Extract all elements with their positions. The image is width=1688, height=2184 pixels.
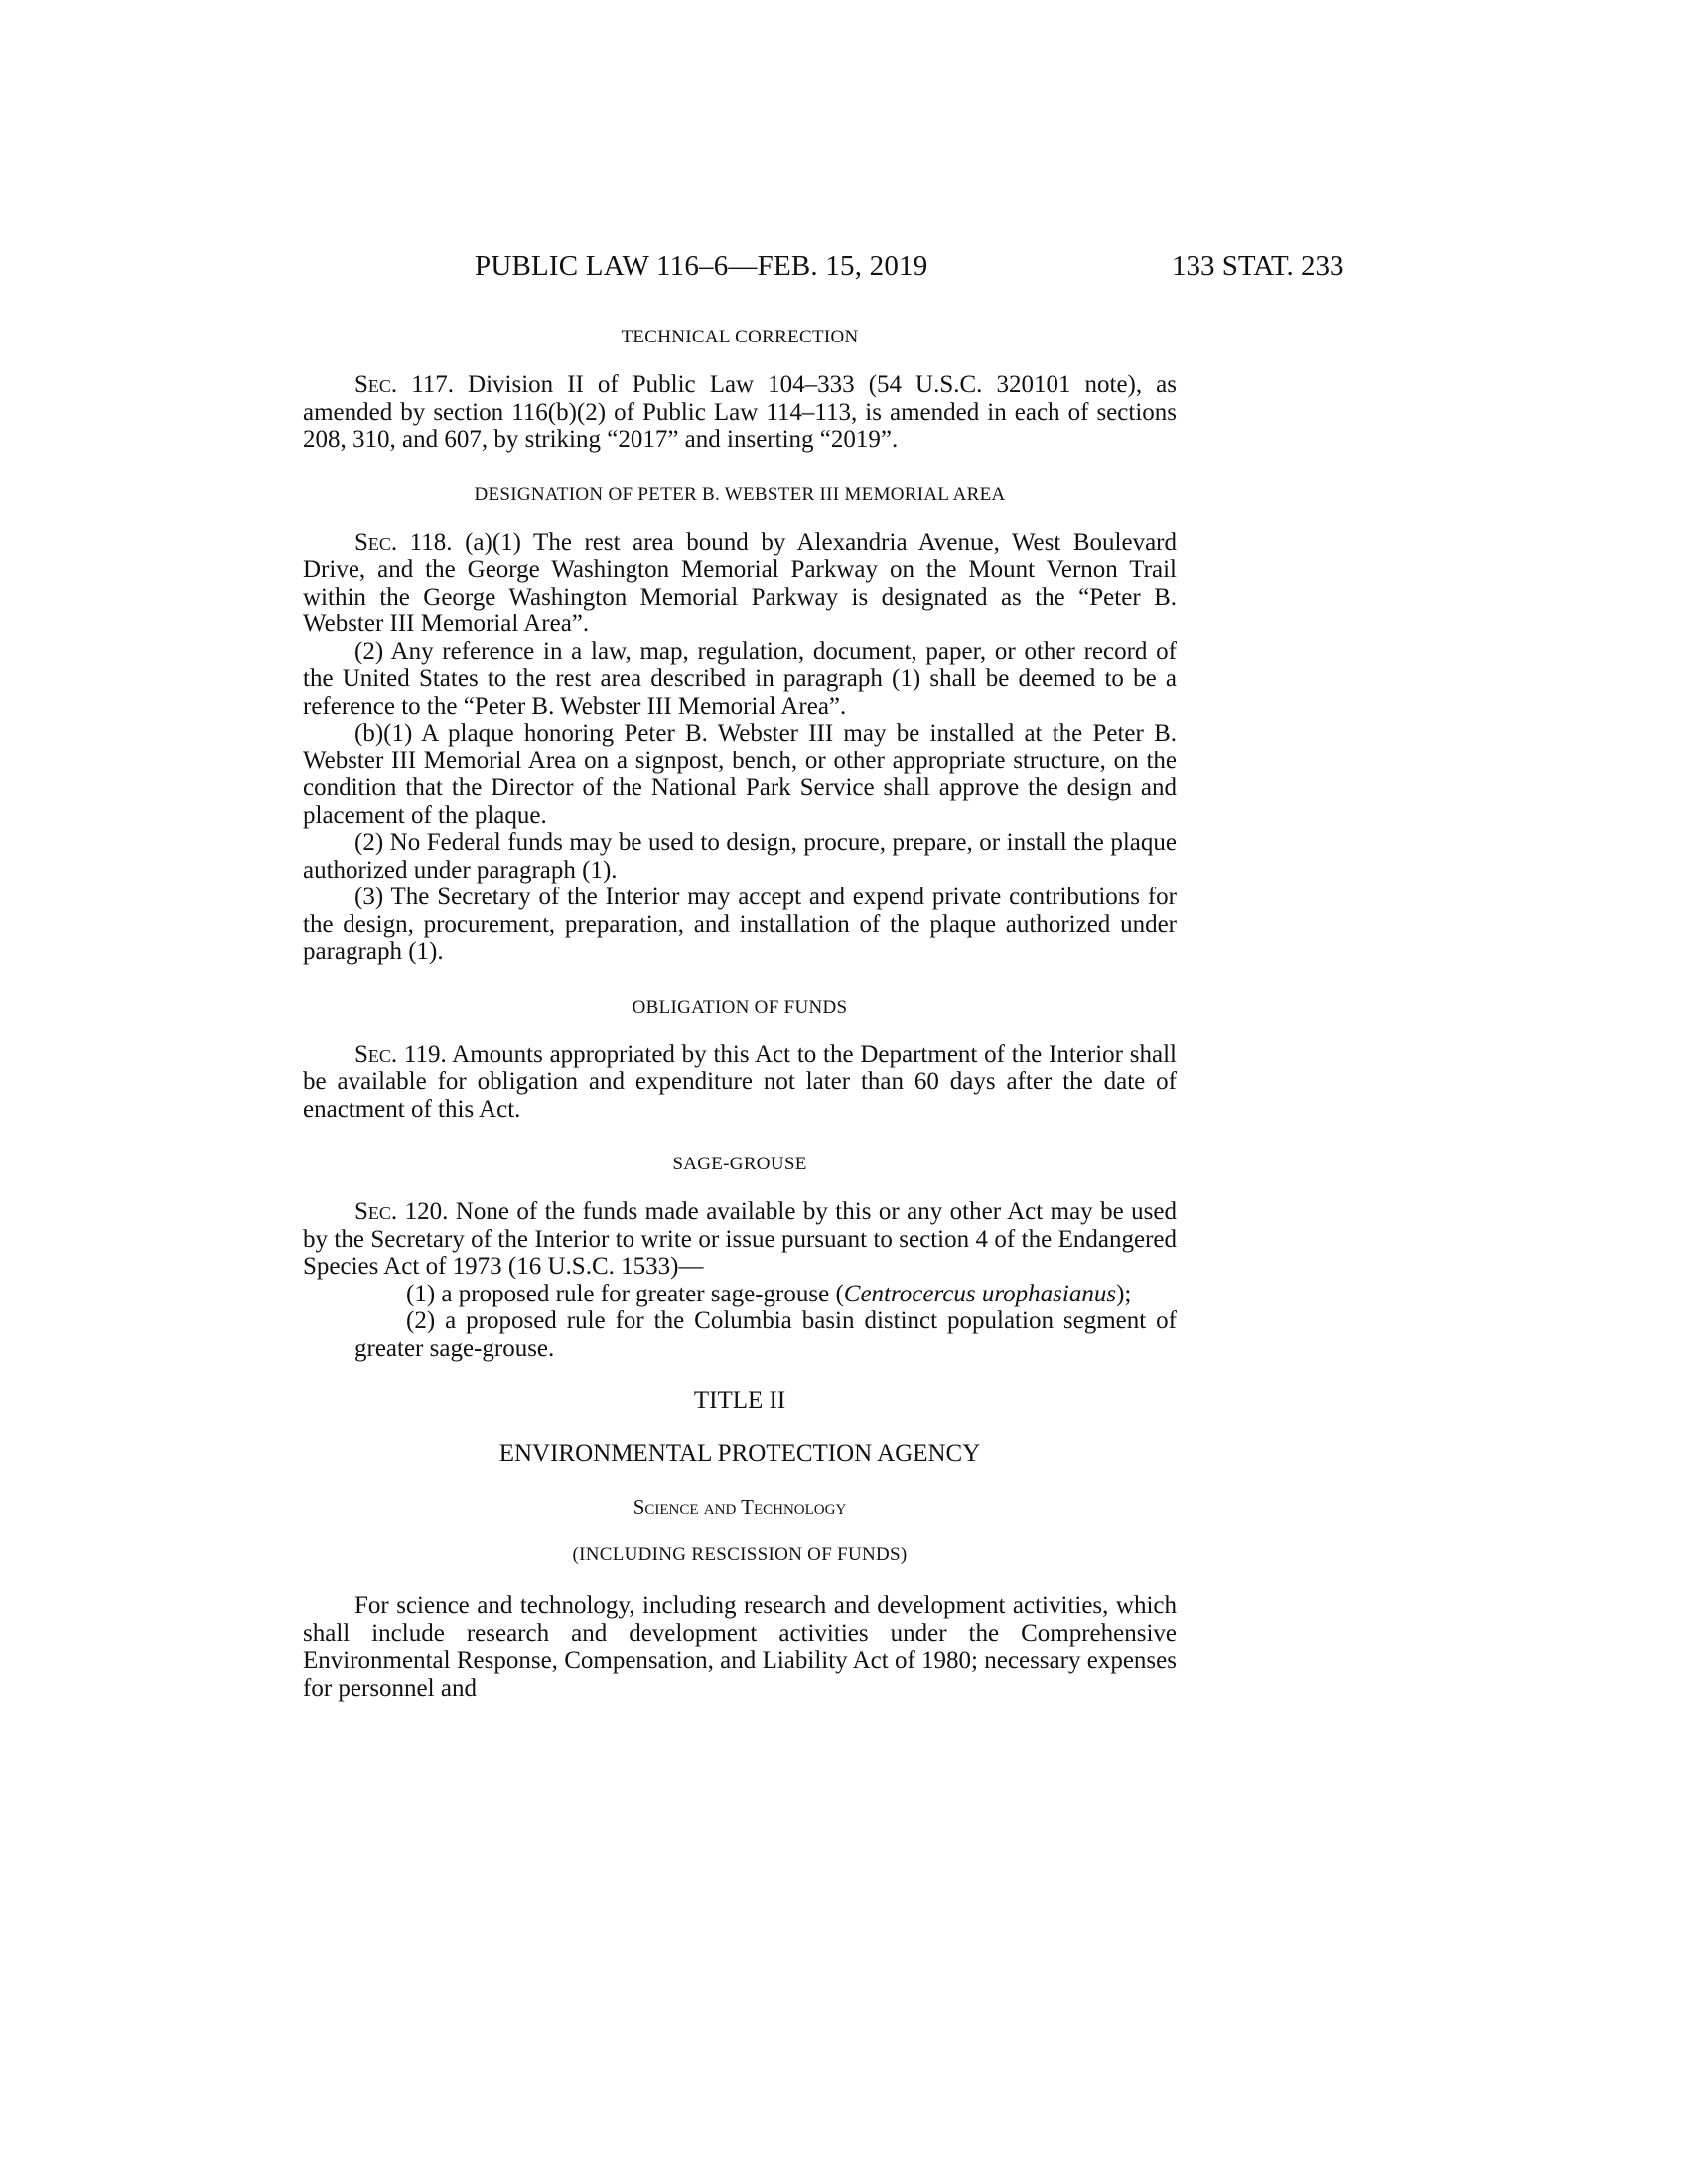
document-body: [303, 324, 1177, 1702]
page-number: 133 STAT. 233: [1172, 250, 1344, 282]
section-heading-technical-correction: TECHNICAL CORRECTION: [621, 327, 859, 347]
section-118-b3: (3) The Secretary of the Interior may accept and expend private contributions for the design, procurement, preparation, and installation of the plaque authorized under paragraph (1).: [303, 884, 1177, 965]
section-118-a2: (2) Any reference in a law, map, regulation, document, paper, or other record of the United States to the rest area described in paragraph (1) shall be deemed to be a reference to the “Peter B. Webster III Memorial Area”.: [303, 637, 1177, 720]
running-head-title: PUBLIC LAW 116–6—FEB. 15, 2019: [475, 250, 928, 282]
sec-label: Sec.: [354, 1040, 398, 1068]
section-heading-designation: DESIGNATION OF PETER B. WEBSTER III MEMORIAL AREA: [474, 483, 1006, 505]
section-117-body: 117. Division II of Public Law 104–333 (54 U.S.C. 320101 note), as amended by section 116(b)(2) of Public Law 114–113, is amended in each of sections 208, 310, and 607, by striking “2017” and inserting “2019”.: [303, 371, 1177, 453]
section-119-text: [303, 1041, 1177, 1124]
section-heading-obligation-of-funds: OBLIGATION OF FUNDS: [632, 996, 848, 1018]
species-name: Centrocercus urophasianus: [843, 1280, 1117, 1307]
sec-label: Sec.: [354, 1198, 398, 1225]
item-1-suffix: );: [1116, 1280, 1132, 1307]
section-118-b2: (2) No Federal funds may be used to design, procure, prepare, or install the plaque authorized under paragraph (1).: [303, 829, 1177, 884]
section-117-text: [303, 371, 1177, 454]
section-118-a1-body: 118. (a)(1) The rest area bound by Alexandria Avenue, West Boulevard Drive, and the George Washington Memorial Parkway on the Mount Vernon Trail within the George Washington Memorial Parkway is designated as the “Peter B. Webster III Memorial Area”.: [303, 528, 1177, 637]
section-118-b1: (b)(1) A plaque honoring Peter B. Webster III may be installed at the Peter B. Webster III Memorial Area on a signpost, bench, or other appropriate structure, on the condition that the Director of the National Park Service shall approve the design and placement of the plaque.: [303, 720, 1177, 829]
sec-label: Sec.: [354, 371, 398, 398]
page-header: [0, 250, 1688, 290]
section-120-body: 120. None of the funds made available by this or any other Act may be used by the Secretary of the Interior to write or issue pursuant to section 4 of the Endangered Species Act of 1973 (16 U.S.C. 1533)—: [303, 1198, 1177, 1280]
item-1-prefix: (1) a proposed rule for greater sage-grouse (: [406, 1280, 844, 1307]
science-technology-text: For science and technology, including research and development activities, which shall include research and development activities under the Comprehensive Environmental Response, Compensation, and Liability Act of 1980; necessary expenses for personnel and: [303, 1592, 1177, 1702]
account-heading: Science and Technology: [633, 1495, 847, 1519]
rescission-note: (INCLUDING RESCISSION OF FUNDS): [572, 1544, 908, 1565]
section-118-a1: [303, 529, 1177, 638]
agency-heading: ENVIRONMENTAL PROTECTION AGENCY: [498, 1440, 981, 1467]
section-119-body: 119. Amounts appropriated by this Act to the Department of the Interior shall be available for obligation and expenditure not later than 60 days after the date of enactment of this Act.: [303, 1040, 1177, 1123]
section-120-item-2: (2) a proposed rule for the Columbia basin distinct population segment of greater sage-grouse.: [354, 1307, 1177, 1362]
title-ii-heading: TITLE II: [693, 1387, 786, 1414]
section-heading-sage-grouse: SAGE-GROUSE: [672, 1154, 807, 1174]
section-120-item-1: [354, 1281, 1177, 1308]
section-120-text: [303, 1198, 1177, 1281]
sec-label: Sec.: [354, 528, 398, 556]
